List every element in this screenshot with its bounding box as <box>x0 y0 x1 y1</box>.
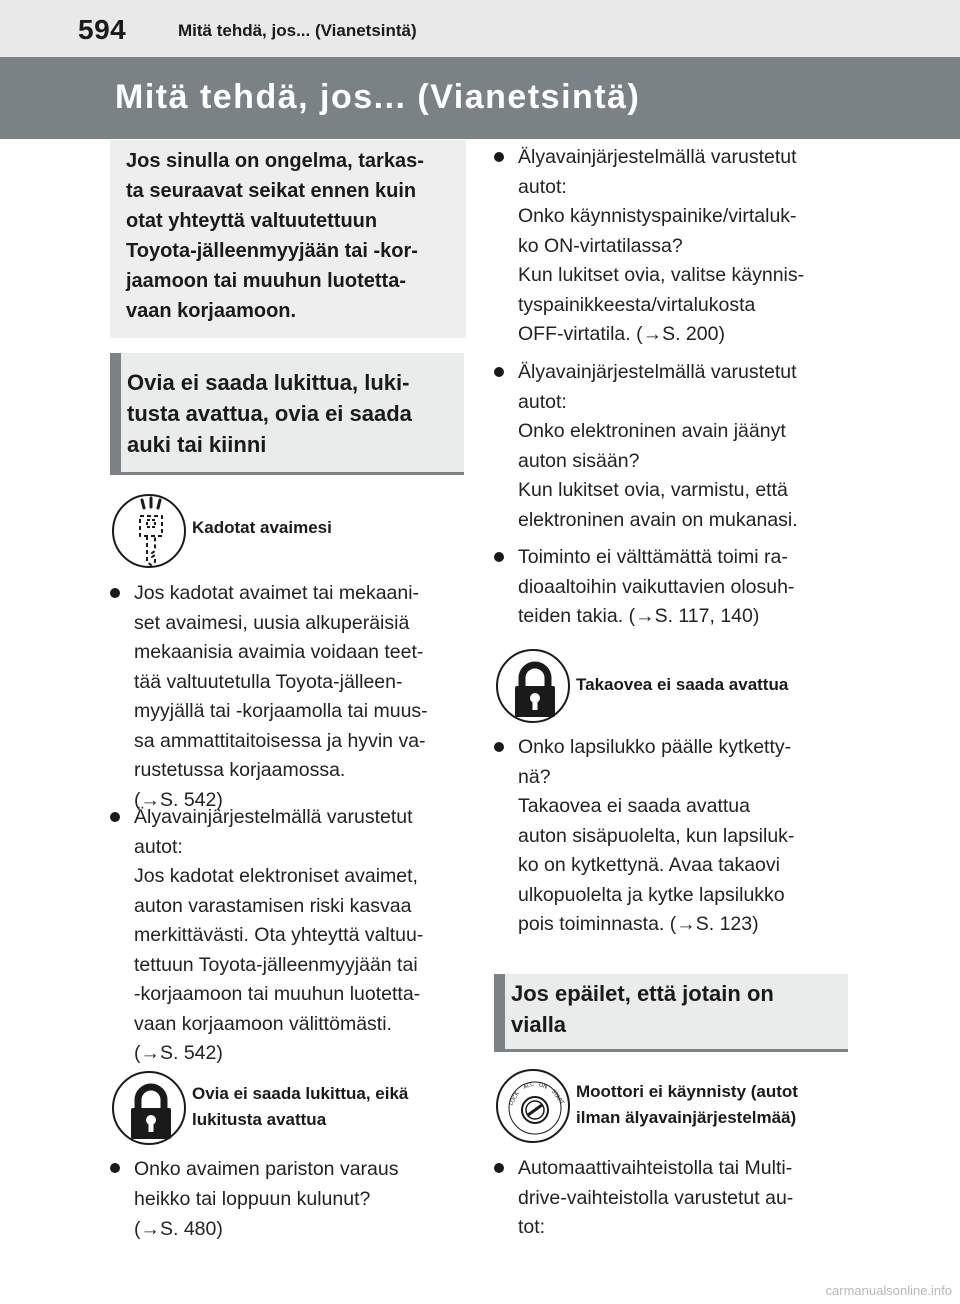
running-head: Mitä tehdä, jos... (Vianetsintä) <box>178 21 417 40</box>
list-item <box>494 143 850 353</box>
list-item <box>494 543 850 633</box>
list-item <box>494 1154 850 1244</box>
list-item <box>110 579 466 819</box>
list-item <box>494 733 850 943</box>
bullet-text: Älyavainjärjestelmällä varustetut autot: Jos kadotat elektroniset avaimet, auton varastamisen riski kasvaa merkittävästi. Ota yhteyttä valtuu- tettuun Toyota-jälleenmyyjään tai -korjaamoon tai muuhun luotetta- vaan korjaamoon välittömästi. (→S. 542) <box>134 806 424 1064</box>
ignition-mark-start: START <box>549 1088 565 1107</box>
page-title: Mitä tehdä, jos... (Vianetsintä) <box>115 78 641 116</box>
bullet-dot <box>110 588 120 598</box>
bullet-dot <box>110 1163 120 1173</box>
bullet-dot <box>494 152 504 162</box>
section-heading-doors <box>110 353 464 475</box>
lost-keys-label: Kadotat avaimesi <box>192 518 332 537</box>
engine-row <box>494 1069 850 1145</box>
list-item <box>110 1154 466 1244</box>
rear-door-row <box>494 649 850 725</box>
page-number: 594 <box>78 14 127 45</box>
bullet-dot <box>494 367 504 377</box>
bullet-dot <box>494 742 504 752</box>
bullet-text: Älyavainjärjestelmällä varustetut autot: Onko käynnistyspainike/virtaluk- ko ON-virtatilassa? Kun lukitset ovia, valitse käynnis- tyspainikkeesta/virtalukosta OFF-virtatila. (→S. 200) <box>518 146 805 345</box>
ignition-mark-lock: LOCK <box>508 1091 521 1107</box>
ignition-mark-on: ON <box>537 1082 548 1091</box>
section-heading-doors-text: Ovia ei saada lukittua, luki- tusta avattua, ovia ei saada auki tai kiinni <box>127 370 412 457</box>
list-item <box>110 803 466 1073</box>
ignition-switch-icon <box>496 1069 570 1143</box>
ignition-mark-acc: ACC <box>522 1081 536 1091</box>
footer-watermark: carmanualsonline.info <box>825 1283 952 1298</box>
bullet-text: Toiminto ei välttämättä toimi ra- dioaaltoihin vaikuttavien olosuh- teiden takia. (→S. 117, 140) <box>518 546 795 627</box>
bullet-text: Onko avaimen pariston varaus heikko tai loppuun kulunut? (→S. 480) <box>134 1158 399 1240</box>
locks-label: Ovia ei saada lukittua, eikä lukitusta avattua <box>192 1084 409 1129</box>
bullet-dot <box>494 552 504 562</box>
bullet-text: Onko lapsilukko päälle kytketty- nä? Takaovea ei saada avattua auton sisäpuolelta, kun lapsiluk- ko on kytkettynä. Avaa takaovi ulkopuolelta ja kytke lapsilukko pois toiminnasta. (→S. 123) <box>518 736 795 935</box>
key-icon <box>112 494 186 568</box>
section-heading-fault <box>494 974 848 1052</box>
lost-keys-row <box>110 494 466 570</box>
bullet-text: Jos kadotat avaimet tai mekaani- set avaimesi, uusia alkuperäisiä mekaanisia avaimia voidaan teet- tää valtuutetulla Toyota-jälleen- myyjällä tai -korjaamolla tai muus- sa ammattitaitoisessa ja hyvin va- rustetussa korjaamossa. (→S. 542) <box>134 582 428 811</box>
engine-label: Moottori ei käynnisty (autot ilman älyavainjärjestelmää) <box>576 1082 798 1127</box>
intro-box <box>110 140 466 338</box>
padlock-icon <box>112 1071 186 1145</box>
section-heading-fault-text: Jos epäilet, että jotain on vialla <box>511 981 774 1037</box>
intro-text: Jos sinulla on ongelma, tarkas- ta seuraavat seikat ennen kuin otat yhteyttä valtuutettuun Toyota-jälleenmyyjään tai -kor- jaamoon tai muuhun luotetta- vaan korjaamoon. <box>126 150 424 322</box>
page-header-bar <box>0 0 960 57</box>
rear-door-label: Takaovea ei saada avattua <box>576 675 789 694</box>
padlock-icon <box>496 649 570 723</box>
bullet-dot <box>110 812 120 822</box>
locks-row <box>110 1071 466 1147</box>
list-item <box>494 358 850 538</box>
bullet-text: Älyavainjärjestelmällä varustetut autot: Onko elektroninen avain jäänyt auton sisään? Kun lukitset ovia, varmistu, että elektroninen avain on mukanasi. <box>518 361 798 531</box>
bullet-dot <box>494 1163 504 1173</box>
bullet-text: Automaattivaihteistolla tai Multi- drive-vaihteistolla varustetut au- tot: <box>518 1157 794 1238</box>
